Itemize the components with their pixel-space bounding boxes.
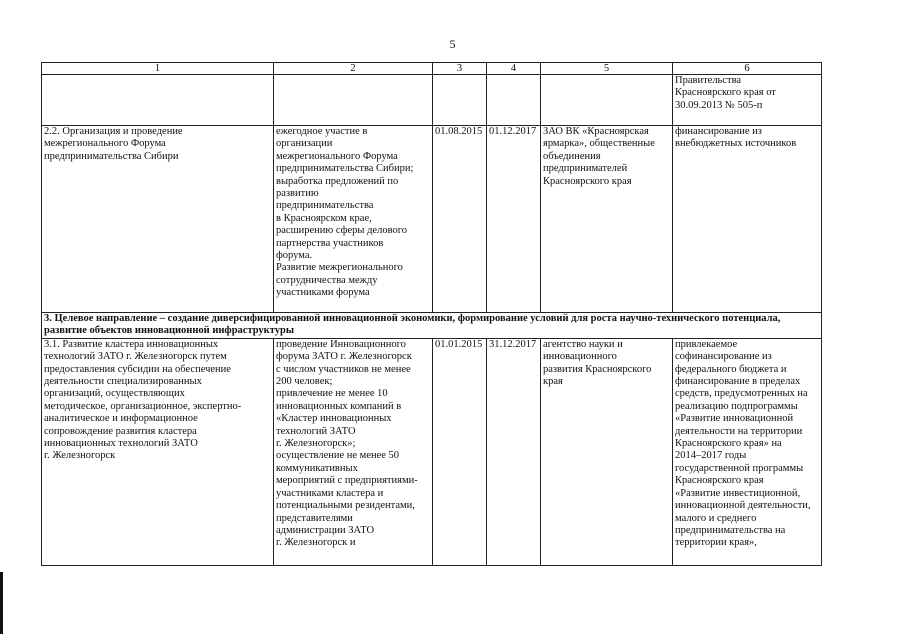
column-number: 3 — [433, 63, 487, 75]
cell-end-date: 31.12.2017 — [487, 338, 541, 565]
table-row — [42, 126, 822, 313]
program-table — [41, 62, 822, 566]
table-row — [42, 338, 822, 565]
cell-start-date: 01.08.2015 — [433, 126, 487, 313]
cell-executor: ЗАО ВК «Красноярская ярмарка», общественные объединения предпринимателей Красноярского края — [541, 126, 673, 313]
cell-empty — [274, 75, 433, 126]
cell-activity: 3.1. Развитие кластера инновационных технологий ЗАТО г. Железногорск путем предоставления субсидии на обеспечение деятельности специализированных организаций, осуществляющих методическое, организационное, экспертно- аналитическое и информационное сопровождение развития кластера инновационных технологий ЗАТО г. Железногорск — [42, 338, 274, 565]
column-number-row — [42, 63, 822, 75]
column-number: 2 — [274, 63, 433, 75]
column-number: 1 — [42, 63, 274, 75]
scan-edge-mark — [0, 572, 3, 634]
cell-expected-result: ежегодное участие в организации межрегионального Форума предпринимательства Сибири; выработка предложений по развитию предпринимательства в Красноярском крае, расширению сферы делового партнерства участников форума. Развитие межрегионального сотрудничества между участниками форума — [274, 126, 433, 313]
page-number: 5 — [449, 37, 456, 51]
cell-expected-result: проведение Инновационного форума ЗАТО г. Железногорск с числом участников не менее 200 человек; привлечение не менее 10 инновационных компаний в «Кластер инновационных технологий ЗАТО г. Железногорск»; осуществление не менее 50 коммуникативных мероприятий с предприятиями- участниками кластера и потенциальными резидентами, представителями администрации ЗАТО г. Железногорск и — [274, 338, 433, 565]
cell-start-date: 01.01.2015 — [433, 338, 487, 565]
section-row — [42, 313, 822, 339]
table-row — [42, 75, 822, 126]
cell-empty — [487, 75, 541, 126]
cell-executor: агентство науки и инновационного развития Красноярского края — [541, 338, 673, 565]
column-number: 5 — [541, 63, 673, 75]
cell-funding: привлекаемое софинансирование из федерального бюджета и финансирование в пределах средств, предусмотренных на реализацию подпрограммы «Развитие инновационной деятельности на территории Красноярского края» на 2014–2017 годы государственной программы Красноярского края «Развитие инвестиционной, инновационной деятельности, малого и среднего предпринимательства на территории края», — [673, 338, 822, 565]
cell-funding: Правительства Красноярского края от 30.09.2013 № 505-п — [673, 75, 822, 126]
cell-empty — [433, 75, 487, 126]
cell-end-date: 01.12.2017 — [487, 126, 541, 313]
cell-activity: 2.2. Организация и проведение межрегионального Форума предпринимательства Сибири — [42, 126, 274, 313]
column-number: 6 — [673, 63, 822, 75]
cell-funding: финансирование из внебюджетных источников — [673, 126, 822, 313]
cell-empty — [541, 75, 673, 126]
section-heading: 3. Целевое направление – создание диверсифицированной инновационной экономики, формирование условий для роста научно-технического потенциала, развитие объектов инновационной инфраструктуры — [42, 313, 822, 339]
column-number: 4 — [487, 63, 541, 75]
cell-empty — [42, 75, 274, 126]
